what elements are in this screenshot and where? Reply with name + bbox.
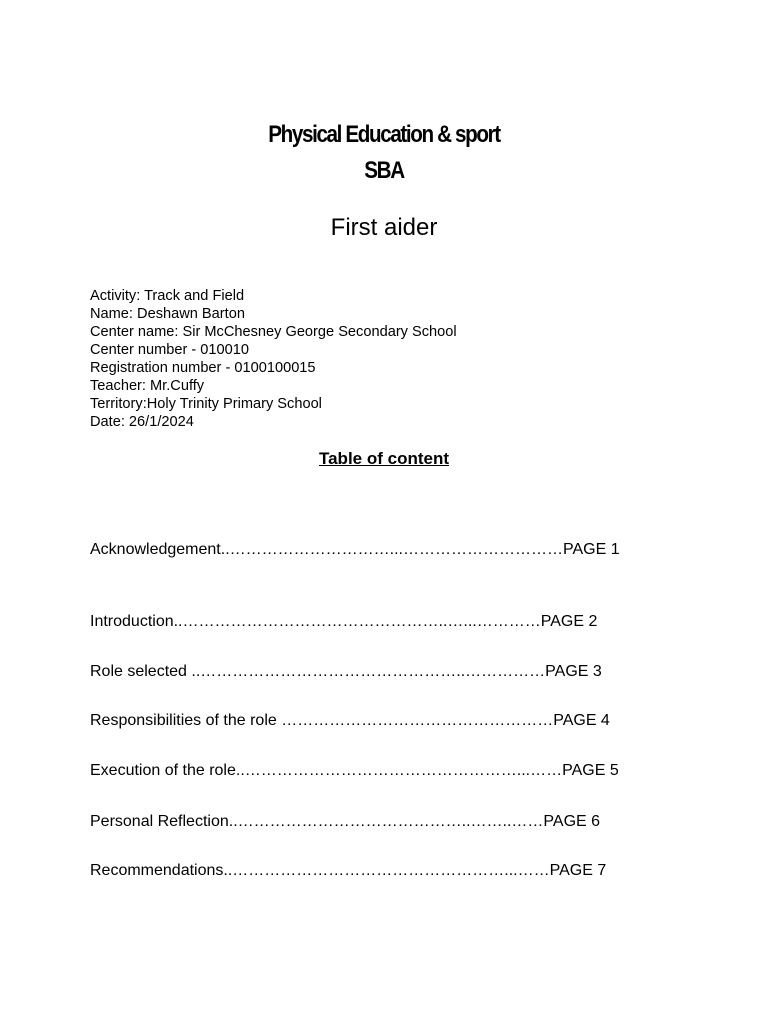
- document-title: Physical Education & sport: [268, 121, 500, 148]
- info-activity: Activity: Track and Field: [90, 288, 245, 304]
- toc-item-personal-reflection: Personal Reflection..……………………………………..……..……PAGE 6: [90, 813, 601, 830]
- toc-item-introduction: Introduction..…………………………………………..…...…………PAGE 2: [90, 613, 598, 630]
- info-territory: Territory:Holy Trinity Primary School: [90, 396, 322, 412]
- info-center-number: Center number - 010010: [90, 342, 250, 358]
- toc-item-acknowledgement: Acknowledgement..…………………………...…………………………PAGE 1: [90, 541, 620, 558]
- info-date: Date: 26/1/2024: [90, 414, 194, 430]
- student-info-block: [90, 287, 457, 431]
- document-title-sba: SBA: [364, 157, 404, 184]
- toc-item-role-selected: Role selected ..…………………………………………..……………PAGE 3: [90, 663, 602, 680]
- info-registration-number: Registration number - 0100100015: [90, 360, 316, 376]
- document-subtitle: First aider: [330, 214, 438, 241]
- toc-item-execution: Execution of the role..……………………………………………...……PAGE 5: [90, 762, 619, 779]
- toc-item-responsibilities: Responsibilities of the role ……………………………………………PAGE 4: [90, 712, 610, 729]
- info-name: Name: Deshawn Barton: [90, 306, 245, 322]
- toc-heading: Table of content: [318, 449, 449, 468]
- toc-item-recommendations: Recommendations..……………………………………………...……PAGE 7: [90, 862, 607, 879]
- info-center-name: Center name: Sir McChesney George Secondary School: [90, 324, 457, 340]
- info-teacher: Teacher: Mr.Cuffy: [90, 378, 205, 394]
